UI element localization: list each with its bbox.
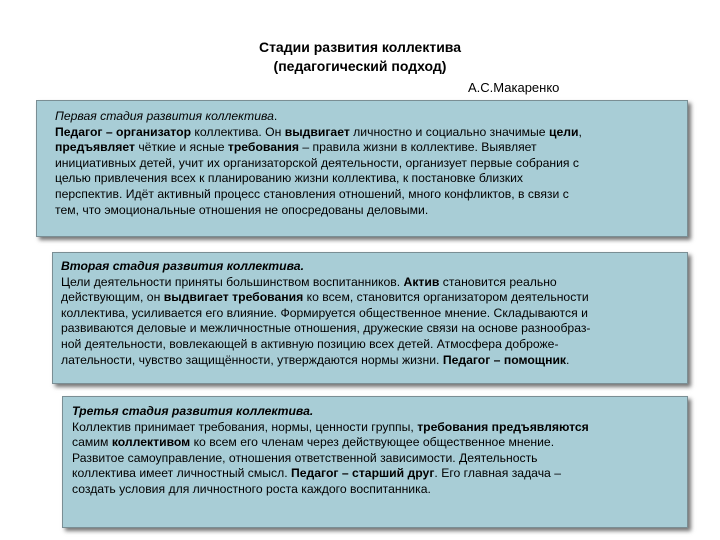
stage-1-line: инициативных детей, учит их организаторской деятельности, организует первые собрания с xyxy=(55,155,580,170)
author-name: А.С.Макаренко xyxy=(468,80,560,95)
title-line-2: (педагогический подход) xyxy=(273,58,447,74)
stage-3-line: коллектива имеет личностный смысл. Педагог – старший друг. Его главная задача – xyxy=(72,466,561,481)
stage-2-line: развиваются деловые и межличностные отношения, дружеские связи на основе разнообраз- xyxy=(61,321,591,336)
title-line-1: Стадии развития коллектива xyxy=(258,39,462,55)
stage-3-line: самим коллективом ко всем его членам через действующее общественное мнение. xyxy=(72,435,555,450)
stage-1-line: целью привлечения всех к планированию жизни коллектива, к постановке близких xyxy=(55,171,524,186)
stage-3-line: создать условия для личностного роста каждого воспитанника. xyxy=(72,481,431,496)
stage-2-line: Цели деятельности приняты большинством воспитанников. Актив становится реально xyxy=(61,274,557,289)
stage-1-line: перспектив. Идёт активный процесс становления отношений, много конфликтов, в связи с xyxy=(55,186,569,201)
stage-3-box xyxy=(62,396,688,528)
page-title xyxy=(200,38,520,76)
stage-1-line: Педагог – организатор коллектива. Он выдвигает личностно и социально значимые цели, xyxy=(55,124,582,139)
stage-1-heading: Первая стадия развития коллектива. xyxy=(55,109,278,123)
stage-1-box xyxy=(36,100,688,237)
stage-2-heading: Вторая стадия развития коллектива. xyxy=(61,259,304,273)
stage-2-box xyxy=(52,252,688,384)
stage-3-line: Развитое самоуправление, отношения ответственной зависимости. Деятельность xyxy=(72,450,538,465)
stage-2-line: лательности, чувство защищённости, утверждаются нормы жизни. Педагог – помощник. xyxy=(61,352,570,367)
stage-1-line: предъявляет чёткие и ясные требования – правила жизни в коллективе. Выявляет xyxy=(55,140,537,155)
stage-3-heading: Третья стадия развития коллектива. xyxy=(72,404,314,418)
stage-2-line: ной деятельности, вовлекающей в активную позицию всех детей. Атмосфера доброже- xyxy=(61,336,559,351)
stage-2-line: коллектива, усиливается его влияние. Формируется общественное мнение. Складываются и xyxy=(61,305,588,320)
stage-1-line: тем, что эмоциональные отношения не опосредованы деловыми. xyxy=(55,202,429,217)
stage-3-line: Коллектив принимает требования, нормы, ценности группы, требования предъявляются xyxy=(72,419,589,434)
stage-2-line: действующим, он выдвигает требования ко всем, становится организатором деятельности xyxy=(61,290,589,305)
